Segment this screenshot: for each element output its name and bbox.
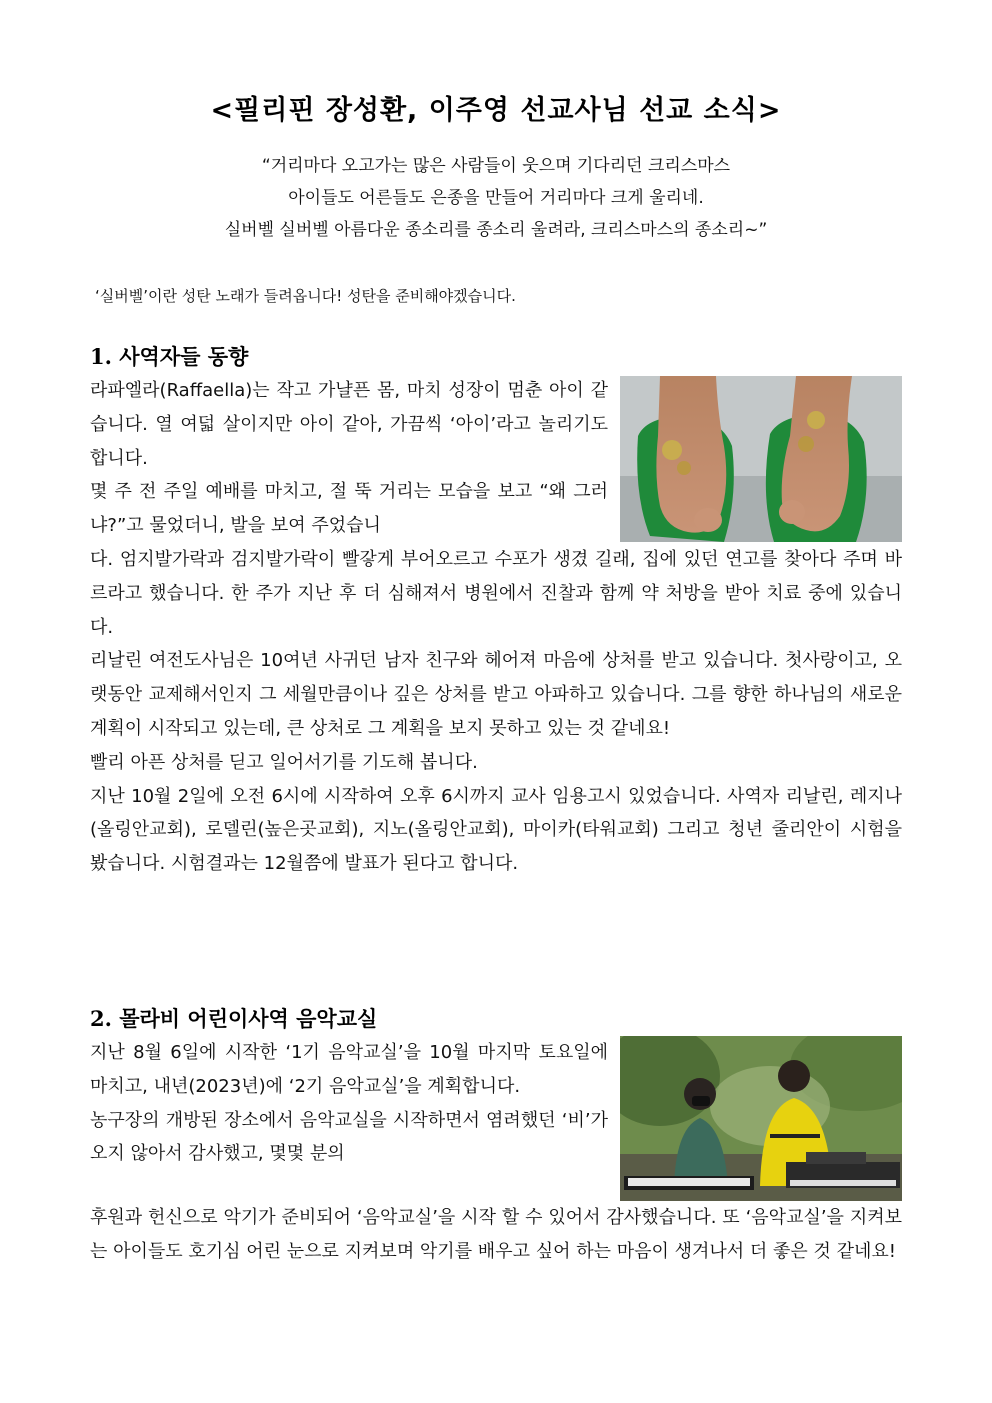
- paragraph: 리날린 여전도사님은 10여년 사귀던 남자 친구와 헤어져 마음에 상처를 받고 있습니다. 첫사랑이고, 오랫동안 교제해서인지 그 세월만큼이나 깊은 상처를 받고 아파하고 있습니다. 그를 향한 하나님의 새로운 계획이 시작되고 있는데, 큰 상처로 그 계획을 보지 못하고 있는 것 같네요!: [90, 650, 902, 739]
- feet-in-sandals-image: [620, 376, 902, 542]
- music-class-photo: [620, 1036, 902, 1201]
- poem-line: “거리마다 오고가는 많은 사람들이 웃으며 기다리던 크리스마스: [261, 156, 731, 176]
- section-heading: 2. 몰라비 어린이사역 음악교실: [90, 1006, 378, 1031]
- poem-quote: [0, 150, 992, 246]
- paragraph: 다. 엄지발가락과 검지발가락이 빨갛게 부어오르고 수포가 생겼 길래, 집에 있던 연고를 찾아다 주며 바르라고 했습니다. 한 주가 지난 후 더 심해져서 병원에서 진찰과 함께 약 처방을 받아 치료 중에 있습니다.: [90, 548, 902, 638]
- injured-feet-photo: [620, 376, 902, 542]
- section-music-class: [90, 1002, 902, 1269]
- paragraph: 라파엘라(Raffaella)는 작고 가냘픈 몸, 마치 성장이 멈춘 아이 같습니다. 열 여덟 살이지만 아이 같아, 가끔씩 ‘아이’라고 놀리기도 합니다.: [90, 380, 608, 469]
- section-workers-news: [90, 340, 902, 881]
- paragraph: 지난 10월 2일에 오전 6시에 시작하여 오후 6시까지 교사 임용고시 있었습니다. 사역자 리날린, 레지나(올링안교회), 로델린(높은곳교회), 지노(올링안교회), 마이카(타워교회) 그리고 청년 줄리안이 시험을 봤습니다. 시험결과는 12월쯤에 발표가 된다고 합니다.: [90, 785, 902, 875]
- poem-line: 아이들도 어른들도 은종을 만들어 거리마다 크게 울리네.: [288, 188, 704, 208]
- page-title: <필리핀 장성환, 이주영 선교사님 선교 소식>: [210, 95, 782, 126]
- paragraph: 몇 주 전 주일 예배를 마치고, 절 뚝 거리는 모습을 보고 “왜 그러냐?”고 물었더니, 발을 보여 주었습니: [90, 481, 608, 537]
- paragraph: 빨리 아픈 상처를 딛고 일어서기를 기도해 봅니다.: [90, 751, 478, 773]
- paragraph: 후원과 헌신으로 악기가 준비되어 ‘음악교실’을 시작 할 수 있어서 감사했습니다. 또 ‘음악교실’을 지켜보는 아이들도 호기심 어린 눈으로 지켜보며 악기를 배우고 싶어 하는 마음이 생겨나서 더 좋은 것 같네요!: [90, 1207, 902, 1262]
- keyboard-players-image: [620, 1036, 902, 1201]
- intro-text: ‘실버벨’이란 성탄 노래가 들려옵니다! 성탄을 준비해야겠습니다.: [95, 287, 516, 305]
- paragraph: 농구장의 개방된 장소에서 음악교실을 시작하면서 염려했던 ‘비’가 오지 않아서 감사했고, 몇몇 분의: [90, 1109, 608, 1165]
- paragraph: 지난 8월 6일에 시작한 ‘1기 음악교실’을 10월 마지막 토요일에 마치고, 내년(2023년)에 ‘2기 음악교실’을 계획합니다.: [90, 1042, 608, 1097]
- section-heading: 1. 사역자들 동향: [90, 344, 249, 369]
- poem-line: 실버벨 실버벨 아름다운 종소리를 종소리 울려라, 크리스마스의 종소리~”: [224, 220, 768, 240]
